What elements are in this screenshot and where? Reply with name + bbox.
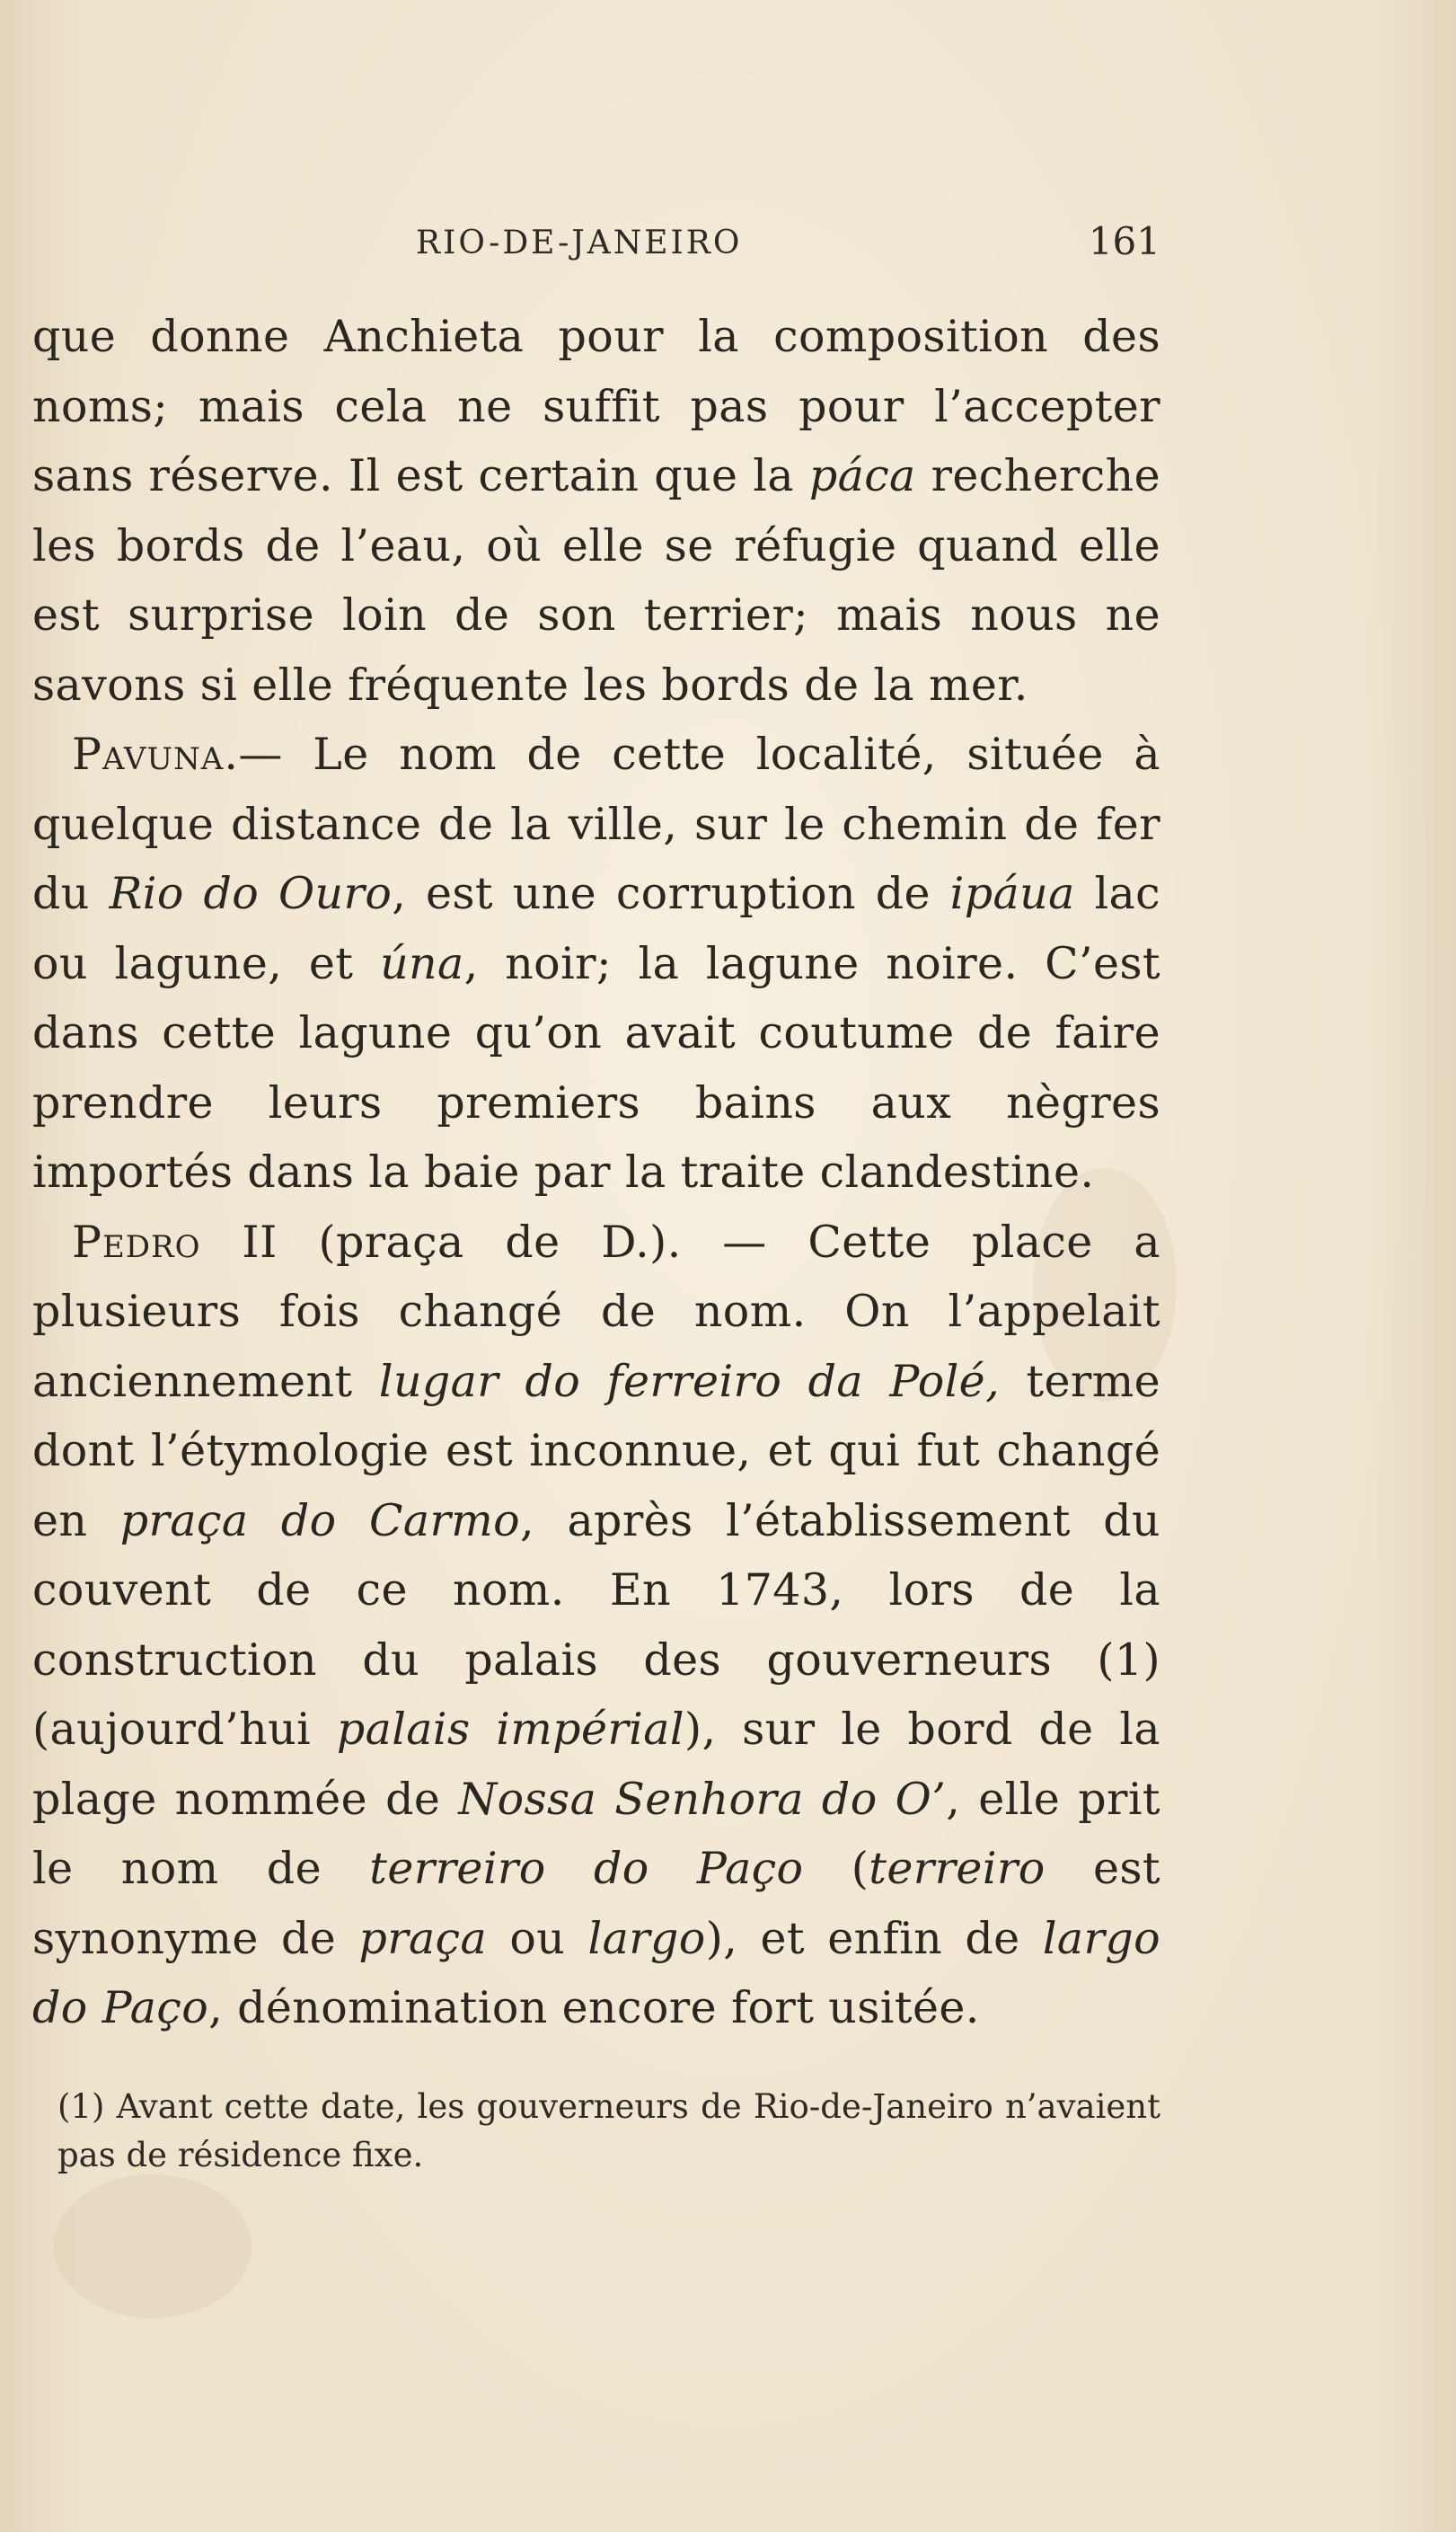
paper-stain: [54, 2174, 251, 2318]
italic-run: úna: [380, 937, 464, 989]
italic-run: largo: [587, 1912, 706, 1964]
text-run: est synonyme de: [32, 1843, 1160, 1964]
entry-heading: Pedro: [72, 1216, 201, 1268]
italic-run: palais impérial: [336, 1704, 684, 1755]
text-run: II (praça de D.). — Cette place a plusieurs fois changé de nom. On l’appelait anciennement: [32, 1216, 1160, 1407]
italic-run: Rio do Ouro: [109, 868, 393, 919]
italic-run: páca: [808, 450, 916, 501]
paragraph-pavuna: [32, 720, 1160, 1208]
book-page: [32, 216, 1160, 2180]
text-run: , est une corruption de: [392, 868, 950, 919]
text-run: lac ou lagune, et: [32, 868, 1160, 989]
italic-run: ipáua: [949, 868, 1075, 919]
paragraph-anchieta: [32, 302, 1160, 720]
italic-run: terreiro do Paço: [369, 1843, 804, 1894]
italic-run: terreiro: [869, 1843, 1046, 1894]
text-run: recherche les bords de l’eau, où elle se réfugie quand elle est surprise loin de son terrier; mais nous ne savons si elle fréquente les bords de la mer.: [32, 450, 1161, 711]
italic-run: praça: [358, 1912, 488, 1964]
text-run: , dénomination encore fort usitée.: [208, 1982, 980, 2033]
italic-run: praça do Carmo: [119, 1494, 521, 1546]
text-run: , noir; la lagune noire. C’est dans cette lagune qu’on avait coutume de faire prendre leurs premiers bains aux nègres importés dans la baie par la traite clandestine.: [32, 937, 1160, 1198]
text-run: ), sur le bord de la plage nommée de: [32, 1704, 1160, 1825]
body-text: [32, 302, 1160, 2043]
text-run: , elle prit le nom de: [32, 1773, 1160, 1894]
text-run: , après l’établissement du couvent de ce nom. En 1743, lors de la construction du palais des gouverneurs (1) (aujourd’hui: [32, 1494, 1161, 1755]
text-run: .— Le nom de cette localité, située à quelque distance de la ville, sur le chemin de fer du: [32, 729, 1160, 919]
italic-run: largo do Paço: [32, 1912, 1160, 2033]
entry-heading: Pavuna: [72, 729, 225, 780]
text-run: ou: [487, 1912, 588, 1964]
text-run: ), et enfin de: [705, 1912, 1043, 1964]
page-header: [32, 216, 1160, 288]
text-run: terme dont l’étymologie est inconnue, et qui fut changé en: [32, 1355, 1160, 1546]
footnote: (1) Avant cette date, les gouverneurs de Rio-de-Janeiro n’avaient pas de résidence fixe.: [57, 2086, 1160, 2174]
text-run: que donne Anchieta pour la composition des noms; mais cela ne suffit pas pour l’accepter sans réserve. Il est certain que la: [32, 311, 1160, 501]
italic-run: lugar do ferreiro da Polé,: [378, 1355, 1001, 1407]
text-run: (: [803, 1843, 869, 1894]
italic-run: Nossa Senhora do O’: [458, 1773, 947, 1825]
paragraph-pedro: [32, 1208, 1160, 2043]
page-number: 161: [1088, 219, 1160, 263]
running-title: RIO-DE-JANEIRO: [416, 225, 743, 261]
